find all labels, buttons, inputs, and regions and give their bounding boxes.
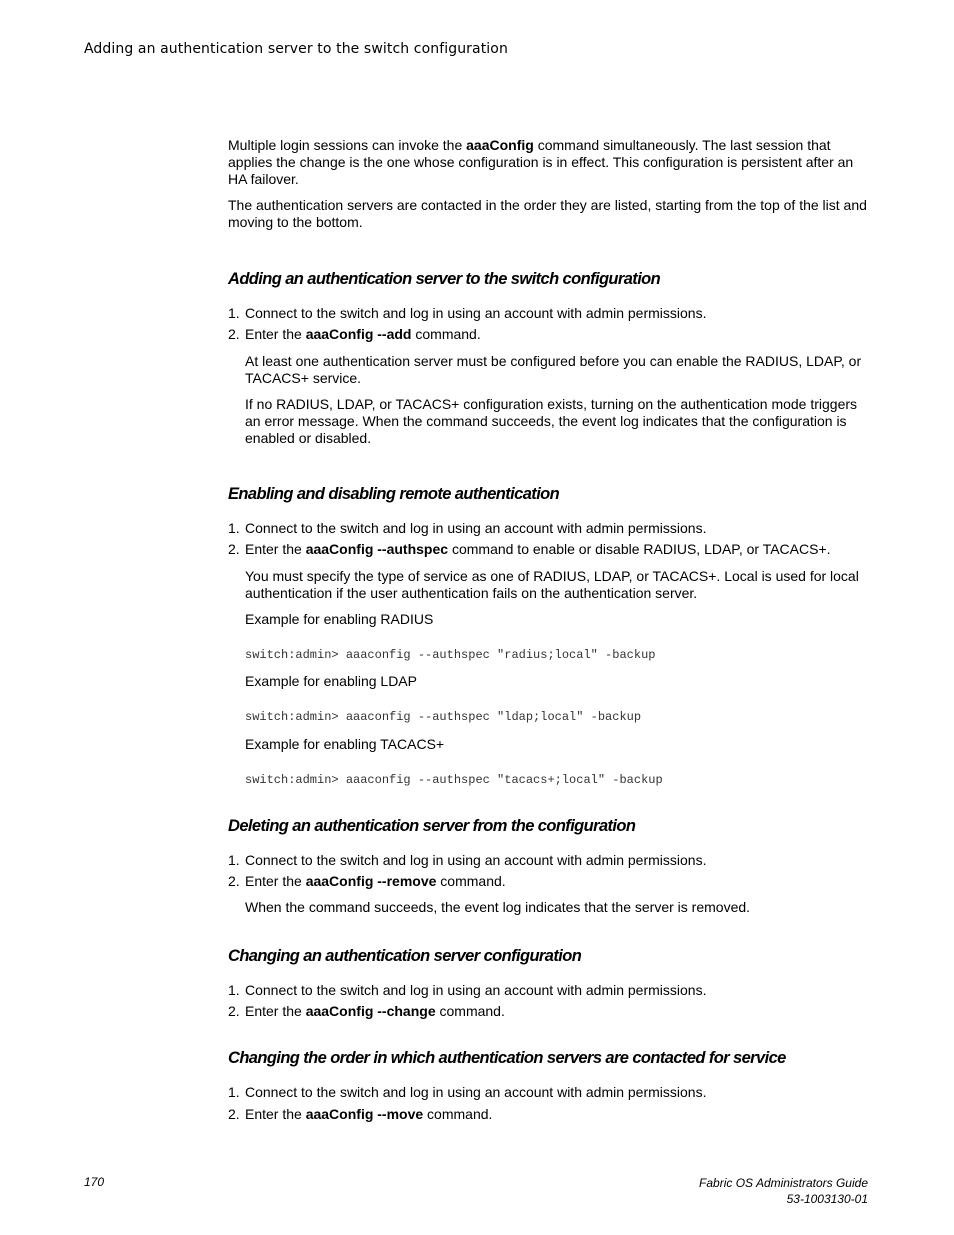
example-label-tacacs: Example for enabling TACACS+ — [245, 736, 445, 752]
step-text: Enter the — [245, 1106, 306, 1122]
code-example-tacacs: switch:admin> aaaconfig --authspec "tacacs+;local" -backup — [245, 773, 663, 787]
step-number: 1. — [228, 852, 240, 868]
section-heading-delete: Deleting an authentication server from the configuration — [228, 817, 636, 835]
step-2 — [228, 326, 868, 343]
command-name: aaaConfig --add — [305, 326, 412, 342]
step-text: command to enable or disable RADIUS, LDAP, or TACACS+. — [448, 541, 831, 557]
command-name: aaaConfig — [466, 137, 534, 153]
page-body — [228, 137, 868, 1123]
step-text: Connect to the switch and log in using an account with admin permissions. — [245, 982, 707, 998]
step-number: 2. — [228, 326, 240, 342]
intro-paragraph-1 — [228, 137, 868, 188]
step-number: 2. — [228, 873, 240, 889]
step-1 — [228, 982, 868, 999]
command-name: aaaConfig --remove — [305, 873, 437, 889]
step-text: command. — [436, 873, 506, 889]
step-2 — [228, 541, 868, 558]
step-1 — [228, 1084, 868, 1101]
step-number: 2. — [228, 541, 240, 557]
section-heading-enable: Enabling and disabling remote authentication — [228, 485, 560, 503]
step-2 — [228, 873, 868, 890]
step-text: command. — [411, 326, 481, 342]
step-text: Connect to the switch and log in using an account with admin permissions. — [245, 852, 707, 868]
step-number: 1. — [228, 305, 240, 321]
example-label-radius: Example for enabling RADIUS — [245, 611, 434, 627]
step-text: Enter the — [245, 326, 306, 342]
step-2 — [228, 1106, 868, 1123]
text: Multiple login sessions can invoke the — [228, 137, 467, 153]
step-text: Connect to the switch and log in using an account with admin permissions. — [245, 305, 707, 321]
step-number: 2. — [228, 1106, 240, 1122]
guide-title: Fabric OS Administrators Guide — [699, 1176, 868, 1190]
step-number: 1. — [228, 982, 240, 998]
step-note: If no RADIUS, LDAP, or TACACS+ configuration exists, turning on the authentication mode triggers an error message. When the command succeeds, the event log indicates that the configuration is enabled or disabled. — [245, 396, 858, 446]
command-name: aaaConfig --change — [305, 1003, 436, 1019]
command-name: aaaConfig --authspec — [305, 541, 449, 557]
page-number: 170 — [84, 1175, 105, 1189]
section-heading-order: Changing the order in which authentication servers are contacted for service — [228, 1049, 786, 1067]
intro-paragraph-2: The authentication servers are contacted in the order they are listed, starting from the top of the list and moving to the bottom. — [228, 197, 867, 230]
step-text: Connect to the switch and log in using an account with admin permissions. — [245, 1084, 707, 1100]
step-note: You must specify the type of service as one of RADIUS, LDAP, or TACACS+. Local is used for local authentication if the user authentication fails on the authentication server. — [245, 568, 859, 601]
running-title: Adding an authentication server to the switch configuration — [84, 41, 508, 57]
step-number: 1. — [228, 1084, 240, 1100]
step-number: 1. — [228, 520, 240, 536]
section-heading-add: Adding an authentication server to the switch configuration — [228, 270, 661, 288]
step-2 — [228, 1003, 868, 1020]
doc-number: 53-1003130-01 — [786, 1192, 868, 1206]
step-1 — [228, 305, 868, 322]
step-text: Connect to the switch and log in using an account with admin permissions. — [245, 520, 707, 536]
footer-doc-info — [699, 1175, 868, 1207]
step-note: When the command succeeds, the event log indicates that the server is removed. — [245, 899, 751, 915]
step-text: Enter the — [245, 873, 306, 889]
step-number: 2. — [228, 1003, 240, 1019]
section-heading-change: Changing an authentication server configuration — [228, 947, 582, 965]
step-1 — [228, 852, 868, 869]
text: command simultaneously. The last session that applies the change is the one whose configuration is in effect. This configuration is persistent after an HA failover. — [228, 137, 854, 187]
command-name: aaaConfig --move — [305, 1106, 424, 1122]
step-text: command. — [423, 1106, 493, 1122]
code-example-ldap: switch:admin> aaaconfig --authspec "ldap;local" -backup — [245, 710, 642, 724]
example-label-ldap: Example for enabling LDAP — [245, 673, 417, 689]
step-1 — [228, 520, 868, 537]
step-text: Enter the — [245, 1003, 306, 1019]
step-text: Enter the — [245, 541, 306, 557]
code-example-radius: switch:admin> aaaconfig --authspec "radius;local" -backup — [245, 648, 656, 662]
step-text: command. — [435, 1003, 505, 1019]
step-note: At least one authentication server must be configured before you can enable the RADIUS, LDAP, or TACACS+ service. — [245, 353, 862, 386]
